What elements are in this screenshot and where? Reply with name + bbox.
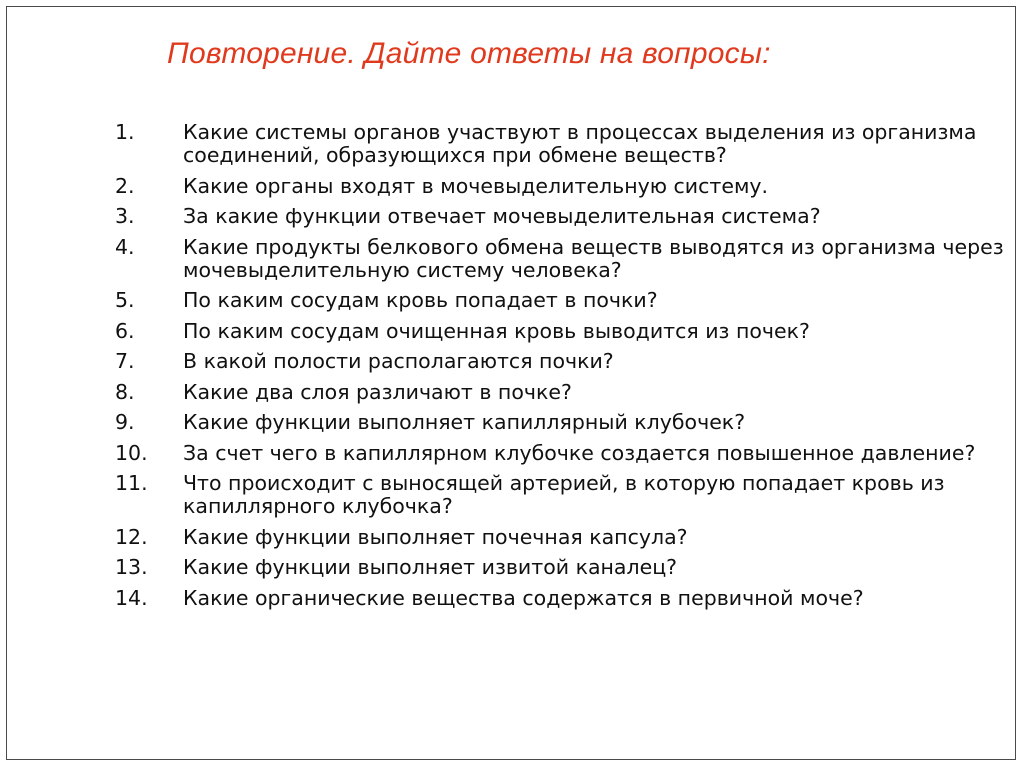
- question-number: 14.: [115, 585, 148, 610]
- question-number: 1.: [115, 120, 135, 144]
- question-item: [115, 175, 1015, 198]
- question-text: Какие два слоя различают в почке?: [183, 379, 572, 404]
- question-number: 11.: [115, 471, 148, 495]
- slide-title: Повторение. Дайте ответы на вопросы:: [167, 37, 771, 70]
- question-number: 6.: [115, 318, 135, 343]
- question-item: [115, 350, 1015, 373]
- question-number: 5.: [115, 288, 135, 312]
- question-item: [115, 289, 1015, 312]
- question-text: Какие функции выполняет извитой каналец?: [183, 555, 678, 579]
- question-text: Что происходит с выносящей артерией, в которую попадает кровь из капиллярного клубочка?: [183, 471, 945, 518]
- question-number: 13.: [115, 555, 148, 579]
- question-number: 4.: [115, 234, 135, 259]
- question-text: Какие функции выполняет почечная капсула?: [183, 524, 688, 549]
- question-text: Какие органы входят в мочевыделительную систему.: [183, 173, 769, 198]
- question-number: 9.: [115, 410, 135, 434]
- question-item: [115, 236, 1015, 282]
- question-text: Какие продукты белкового обмена веществ выводятся из организма через мочевыделительную систему человека?: [183, 234, 1004, 282]
- question-text: В какой полости располагаются почки?: [183, 349, 614, 373]
- question-number: 12.: [115, 524, 148, 549]
- question-item: [115, 381, 1015, 404]
- question-list: [115, 121, 1015, 617]
- question-text: По каким сосудам кровь попадает в почки?: [183, 288, 658, 312]
- question-number: 7.: [115, 349, 135, 373]
- question-item: [115, 205, 1015, 228]
- question-number: 8.: [115, 379, 135, 404]
- question-item: [115, 320, 1015, 343]
- question-text: За какие функции отвечает мочевыделительная система?: [183, 204, 821, 228]
- question-item: [115, 121, 1015, 167]
- slide: [6, 6, 1016, 760]
- question-number: 3.: [115, 204, 135, 228]
- question-text: Какие органические вещества содержатся в первичной моче?: [183, 585, 864, 610]
- question-item: [115, 411, 1015, 434]
- question-item: [115, 526, 1015, 549]
- question-text: За счет чего в капиллярном клубочке создается повышенное давление?: [183, 440, 976, 465]
- question-item: [115, 442, 1015, 465]
- question-number: 10.: [115, 440, 148, 465]
- question-text: Какие системы органов участвуют в процессах выделения из организма соединений, образующихся при обмене веществ?: [183, 120, 977, 167]
- question-item: [115, 472, 1015, 518]
- question-text: Какие функции выполняет капиллярный клубочек?: [183, 410, 746, 434]
- question-text: По каким сосудам очищенная кровь выводится из почек?: [183, 318, 810, 343]
- question-item: [115, 587, 1015, 610]
- question-item: [115, 556, 1015, 579]
- question-number: 2.: [115, 173, 135, 198]
